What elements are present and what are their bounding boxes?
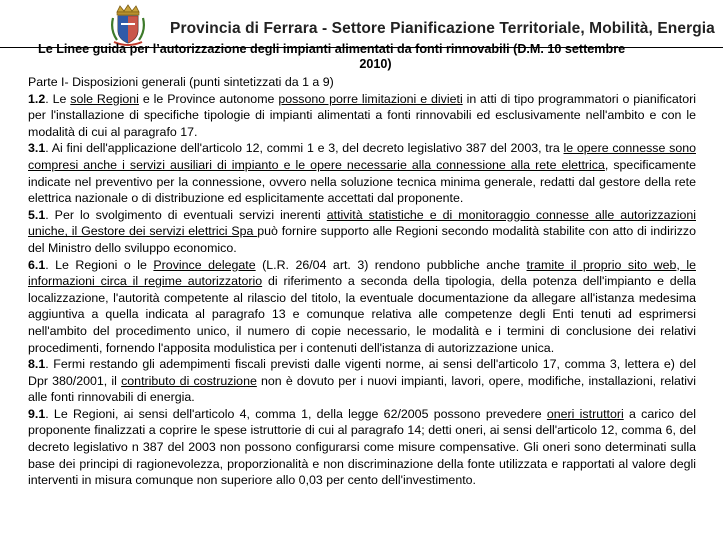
section-3-1 [28, 140, 696, 206]
section-underlined-text: tramite il proprio sito web, le informazioni circa il regime autorizzatorio [28, 257, 696, 289]
section-text: . Le Regioni, ai sensi dell'articolo 4, comma 1, della legge 62/2005 possono prevedere [45, 406, 547, 421]
section-1-2 [28, 91, 696, 141]
section-underlined-text: le opere connesse sono compresi anche i servizi ausiliari di impianto e le opere necessarie alla connessione alla rete elettrica [28, 141, 696, 172]
section-9-1 [28, 406, 696, 489]
section-5-1 [28, 207, 696, 257]
document-heading [28, 42, 723, 72]
section-number: 3.1 [28, 141, 46, 156]
section-text: (L.R. 26/04 art. 3) rendono pubbliche anche [255, 257, 527, 272]
section-underlined-text: possono porre limitazioni e divieti [278, 91, 463, 106]
section-underlined-text: Province delegate [153, 257, 256, 272]
section-text: . Le [45, 91, 71, 106]
document-heading-line2: 2010) [359, 57, 392, 71]
section-text: può fornire supporto alle Regioni secondo modalità stabilite con atto di indirizzo del Ministro dello sviluppo economico. [28, 224, 696, 255]
header-title: Provincia di Ferrara - Settore Pianificazione Territoriale, Mobilità, Energia [170, 20, 715, 37]
part-intro: Parte I- Disposizioni generali (punti sintetizzati da 1 a 9) [28, 75, 334, 89]
section-number: 1.2 [28, 91, 46, 106]
section-8-1 [28, 356, 696, 406]
section-text: e le Province autonome [138, 91, 279, 106]
section-number: 9.1 [28, 406, 46, 421]
document-body [28, 74, 696, 489]
section-text: . Per lo svolgimento di eventuali servizi inerenti [45, 207, 327, 222]
section-text: . Ai fini dell'applicazione dell'articolo 12, commi 1 e 3, del decreto legislativo 387 del 2003, tra [45, 141, 564, 156]
section-underlined-text: contributo di costruzione [121, 373, 257, 388]
section-underlined-text: sole Regioni [70, 91, 139, 106]
section-text: , specificamente indicate nel preventivo per la connessione, ovvero nella soluzione tecnica minima generale, redatti dal gestore della rete elettrica nazionale o di distribuzione ed esplicitamente accettati dal proponente. [28, 157, 696, 206]
section-text: a carico del proponente finalizzati a coprire le spese istruttorie di cui al paragrafo 14; detti oneri, ai sensi dell'articolo 12, comma 6, del decreto legislativo n 387 del 2003 non possono configurarsi come misure compensative. Gli oneri sono determinati sulla base dei principi di ragionevolezza, proporzionalità e non discriminazione della fonte utilizzata e rapportati al valore degli interventi in misura comunque non superiore allo 0,03 per cento dell'investimento. [28, 406, 696, 488]
section-text: non è dovuto per i nuovi impianti, lavori, opere, modifiche, installazioni, relativi alle fonti rinnovabili di energia. [28, 373, 696, 405]
section-number: 5.1 [28, 207, 46, 222]
section-text: di riferimento a seconda della tipologia, della potenza dell'impianto e della localizzazione, l'autorità competente al rilascio del titolo, la eventuale documentazione da allegare all'istanza medesima aggiuntiva a quella indicata al paragrafo 13 e comunque relativa alle competenze degli Enti tenuti ad esprimersi nell'ambito del procedimento unico, il numero di copie necessario, le modalità e i termini di conclusione dei relativi procedimenti, fornendo l'apposita modulistica per i contenuti dell'istanza di autorizzazione unica. [28, 274, 696, 355]
section-number: 8.1 [28, 357, 46, 372]
document-heading-line1: Le Linee guida per l’autorizzazione degli impianti alimentati da fonti rinnovabili (D.M. 10 settembre [38, 42, 626, 56]
section-6-1 [28, 257, 696, 357]
section-text: . Le Regioni o le [45, 257, 154, 272]
section-text: in atti di tipo programmatori o pianificatori per l'installazione di specifiche tipologie di impianti alimentati a fonti rinnovabili ed esclusivamente nell'ambito e con le modalità di cui al paragrafo 17. [28, 91, 696, 139]
section-underlined-text: attività statistiche e di monitoraggio connesse alle autorizzazioni uniche, il Gestore dei servizi elettrici Spa [28, 207, 696, 239]
section-number: 6.1 [28, 257, 46, 272]
section-text: . Fermi restando gli adempimenti fiscali previsti dalle vigenti norme, ai sensi dell'articolo 17, comma 3, lettera e) del Dpr 380/2001, il [28, 357, 696, 388]
section-underlined-text: oneri istruttori [546, 406, 624, 421]
